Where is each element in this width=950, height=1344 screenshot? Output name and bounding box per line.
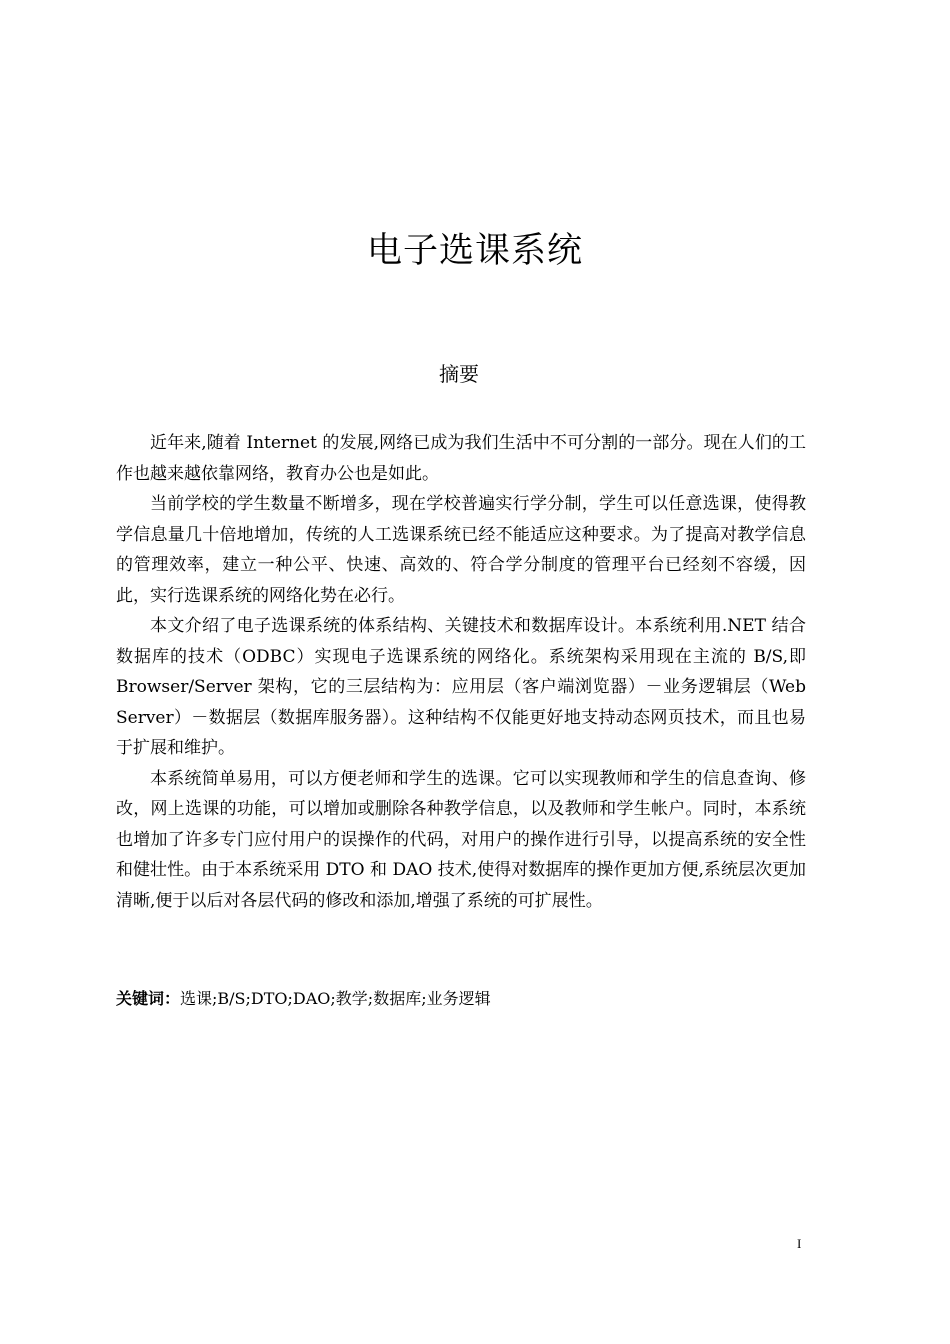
abstract-paragraph-2: 当前学校的学生数量不断增多，现在学校普遍实行学分制，学生可以任意选课，使得教学信息量几十倍地增加，传统的人工选课系统已经不能适应这种要求。为了提高对教学信息的管理效率，建立一种公平、快速、高效的、符合学分制度的管理平台已经刻不容缓，因此，实行选课系统的网络化势在必行。	[116, 494, 806, 606]
page-number: I	[797, 1236, 802, 1251]
abstract-heading: 摘要	[439, 362, 479, 386]
abstract-paragraph-1: 近年来,随着 Internet 的发展,网络已成为我们生活中不可分割的一部分。现在人们的工作也越来越依靠网络，教育办公也是如此。	[116, 433, 806, 484]
abstract-paragraph-4: 本系统简单易用，可以方便老师和学生的选课。它可以实现教师和学生的信息查询、修改，网上选课的功能，可以增加或删除各种教学信息，以及教师和学生帐户。同时，本系统也增加了许多专门应付用户的误操作的代码，对用户的操作进行引导，以提高系统的安全性和健壮性。由于本系统采用 DTO 和 DAO 技术,使得对数据库的操作更加方便,系统层次更加清晰,便于以后对各层代码的修改和添加,增强了系统的可扩展性。	[116, 768, 806, 911]
abstract-body	[116, 428, 806, 916]
page-title: 电子选课系统	[366, 231, 583, 271]
keywords-line	[116, 985, 491, 1013]
abstract-paragraph-3: 本文介绍了电子选课系统的体系结构、关键技术和数据库设计。本系统利用.NET 结合数据库的技术（ODBC）实现电子选课系统的网络化。系统架构采用现在主流的 B/S,即 Browser/Server 架构，它的三层结构为：应用层（客户端浏览器）－业务逻辑层（Web Server）－数据层（数据库服务器）。这种结构不仅能更好地支持动态网页技术，而且也易于扩展和维护。	[116, 616, 806, 758]
keywords-value: 选课;B/S;DTO;DAO;教学;数据库;业务逻辑	[180, 989, 491, 1008]
keywords-label: 关键词：	[116, 989, 181, 1008]
